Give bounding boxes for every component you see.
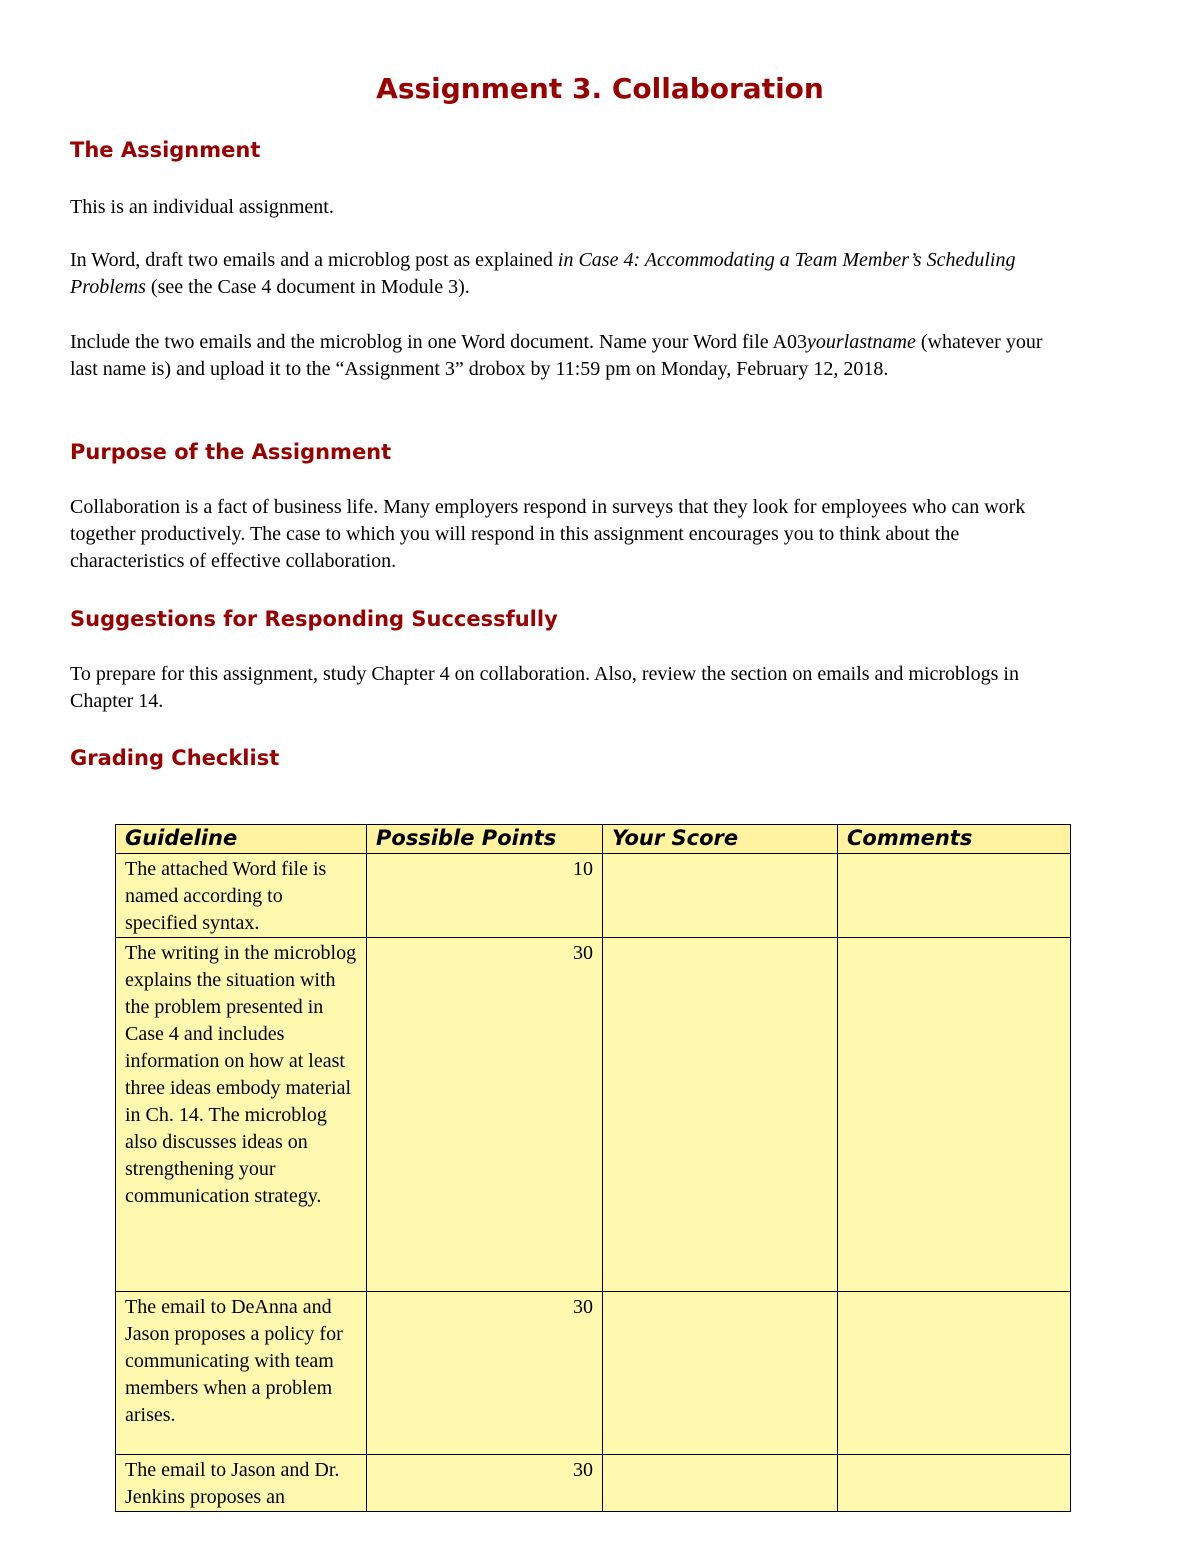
text-segment: (see the Case 4 document in Module 3). [145, 276, 470, 298]
table-header-row [116, 825, 1071, 854]
text-segment: Include the two emails and the microblog in one Word document. Name your Word file A03 [70, 331, 807, 353]
cell-your-score [603, 854, 838, 938]
paragraph-suggestions: To prepare for this assignment, study Chapter 4 on collaboration. Also, review the section on emails and microblogs in Chapter 14. [70, 663, 1019, 712]
paragraph-submission [70, 329, 1070, 383]
column-header-your-score: Your Score [603, 825, 838, 854]
table-row [116, 854, 1071, 938]
paragraph-purpose: Collaboration is a fact of business life. Many employers respond in surveys that they look for employees who can work together productively. The case to which you will respond in this assignment encourages you to think about the characteristics of effective collaboration. [70, 496, 1026, 572]
cell-your-score [603, 938, 838, 1292]
table-row [116, 1292, 1071, 1455]
page-title: Assignment 3. Collaboration [376, 72, 824, 105]
cell-guideline: The writing in the microblog explains the situation with the problem presented in Case 4 and includes information on how at least three ideas embody material in Ch. 14. The microblog also discusses ideas on strengthening your communication strategy. [116, 938, 367, 1292]
column-header-comments: Comments [838, 825, 1071, 854]
paragraph-individual: This is an individual assignment. [70, 196, 334, 218]
heading-the-assignment: The Assignment [70, 138, 261, 162]
filename-italic: yourlastname [806, 331, 916, 353]
table-row [116, 938, 1071, 1292]
cell-possible-points: 30 [367, 938, 603, 1292]
heading-suggestions: Suggestions for Responding Successfully [70, 607, 558, 631]
cell-your-score [603, 1292, 838, 1455]
table-row [116, 1455, 1071, 1512]
cell-guideline: The email to Jason and Dr. Jenkins proposes an [116, 1455, 367, 1512]
cell-guideline: The email to DeAnna and Jason proposes a policy for communicating with team members when a problem arises. [116, 1292, 367, 1455]
heading-purpose: Purpose of the Assignment [70, 440, 392, 464]
case-title-italic: in Case 4: Accommodating a Team Member’s Scheduling Problems [70, 249, 1016, 298]
cell-comments [838, 1455, 1071, 1512]
text-segment: (whatever your last name is) and upload it to the “Assignment 3” drobox by 11:59 pm on Monday, February 12, 2018. [70, 331, 1043, 380]
cell-guideline: The attached Word file is named according to specified syntax. [116, 854, 367, 938]
cell-comments [838, 938, 1071, 1292]
cell-comments [838, 1292, 1071, 1455]
column-header-possible-points: Possible Points [367, 825, 603, 854]
text-segment: In Word, draft two emails and a microblog post as explained [70, 249, 558, 271]
cell-possible-points: 30 [367, 1292, 603, 1455]
column-header-guideline: Guideline [116, 825, 367, 854]
cell-your-score [603, 1455, 838, 1512]
cell-comments [838, 854, 1071, 938]
cell-possible-points: 10 [367, 854, 603, 938]
paragraph-draft-instructions [70, 247, 1070, 301]
heading-grading-checklist: Grading Checklist [70, 746, 280, 770]
cell-possible-points: 30 [367, 1455, 603, 1512]
grading-checklist-table [115, 824, 1071, 1512]
